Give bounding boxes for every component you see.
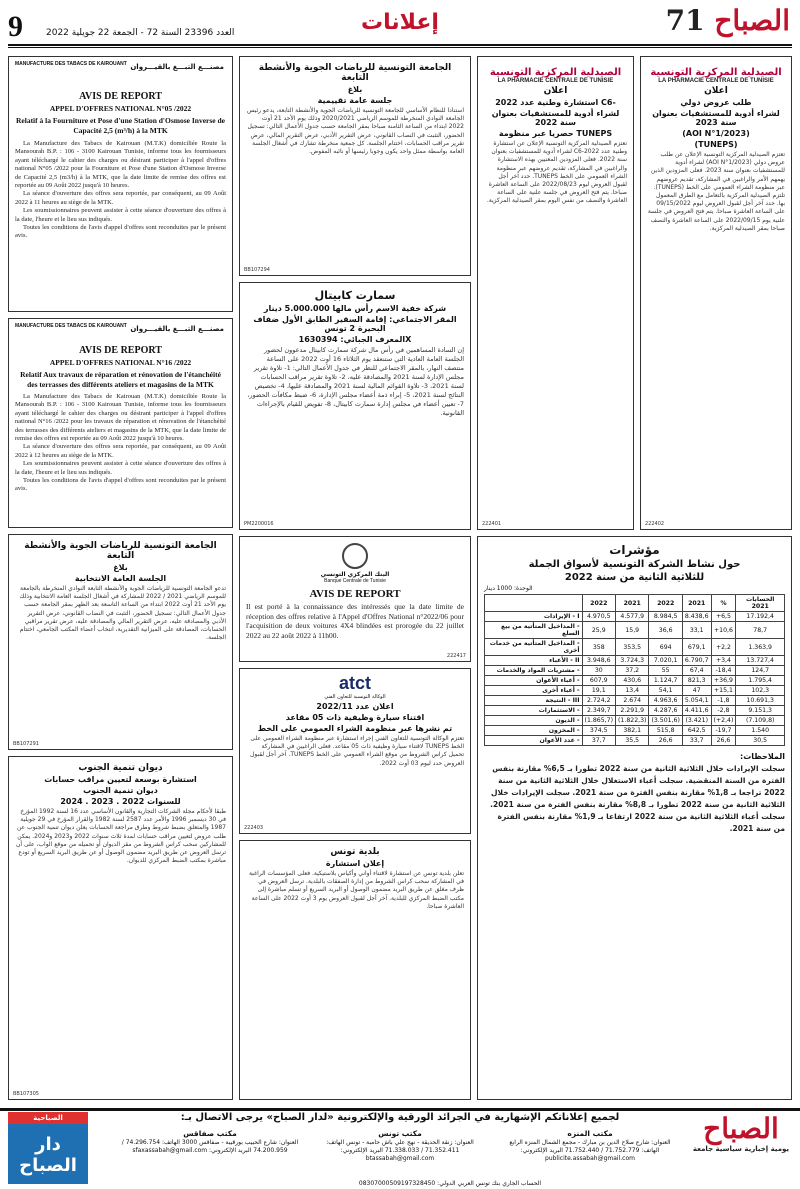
office-tunis	[310, 1130, 490, 1182]
stats-cell: 5.054,1	[682, 696, 711, 706]
stats-cell: 679,1	[682, 639, 711, 656]
stats-cell: 19,1	[582, 686, 615, 696]
ad-subtitle: ديوان تنمية الجنوب	[83, 786, 158, 795]
ad-reference: 222402	[645, 521, 665, 527]
header-rule-thin	[8, 47, 792, 48]
stats-cell: 2.724,2	[582, 696, 615, 706]
ad-reference: BB107305	[13, 1091, 39, 1097]
ad-reference: 222401	[482, 521, 502, 527]
stats-cell: 13,4	[616, 686, 649, 696]
central-bank-logo	[246, 543, 464, 584]
stats-header-cell: 2021	[616, 595, 649, 612]
stats-cell: 26,6	[711, 736, 736, 746]
stats-cell: 67,4	[682, 666, 711, 676]
stats-header-cell: 2022	[649, 595, 682, 612]
dar-assabah-tag: الصباحية	[8, 1112, 88, 1124]
stats-unit: الوحدة: 1000 دينار	[484, 585, 533, 592]
ad-subtitle: APPEL D'OFFRES NATIONAL N°16 /2022	[49, 358, 192, 367]
footer-title: لجميع إعلاناتكم الإشهارية في الجرائد الورقية والإلكترونية «لدار الصباح» يرجى الاتصال بـ:	[180, 1112, 620, 1123]
stats-row	[485, 666, 785, 676]
stats-cell: +36,9	[711, 676, 736, 686]
stats-row	[485, 656, 785, 666]
stats-cell: 4.287,6	[649, 706, 682, 716]
stats-cell: 33,1	[682, 622, 711, 639]
ad-title: بلدية تونس	[330, 847, 380, 857]
header-rule	[8, 44, 792, 46]
stats-row	[485, 612, 785, 622]
ad-body: تدعو الجامعة التونسية للرياضات الجوية والأنشطة التابعة النوادي المنخرطة بالجامعة للموسم الرياضي 2021 / 2022 للمشاركة في أشغال الجلسة العامة الانتخابية وذلك يوم الأحد 21 أوت 2022 ابتداء من الساعة التاسعة بعد الظهر بمقر الجامعة حسب جدول الأعمال التالي: تسجيل الحضور، التثبت في النصاب القانوني، عرض التقرير الأدبي والمصادقة عليه، عرض التقرير المالي والمصادقة عليه، عرض تقرير مراقبي الحسابات، المصادقة على الميزانية التقديرية، انتخاب أعضاء المكتب الجامعي، اختتام الجلسة.	[19, 585, 226, 642]
ad-central-bank	[239, 536, 471, 662]
ad-aviation-federation-election	[8, 534, 233, 750]
stats-cell: 1.124,7	[649, 676, 682, 686]
ad-subtitle: تم نشرها عبر منظومة الشراء العمومي على الخط	[257, 724, 453, 733]
stats-cell: 4.963,6	[649, 696, 682, 706]
ad-subtitle: للسنوات 2022 . 2023 . 2024	[60, 797, 181, 806]
stats-cell: 2.349,7	[582, 706, 615, 716]
stats-row-label: - أعباء أخرى	[485, 686, 583, 696]
stats-cell: 124,7	[736, 666, 785, 676]
ad-subtitle: المعرف الجبائي: 1630394X	[298, 335, 412, 344]
stats-cell: 821,3	[682, 676, 711, 686]
assabah-logo-text: الصباح	[703, 1112, 779, 1145]
stats-cell: 353,5	[616, 639, 649, 656]
pharmacie-name-ar: الصيدلية المركزية التونسية	[650, 67, 782, 78]
stats-cell: 54,1	[649, 686, 682, 696]
ad-title: الجامعة التونسية للرياضات الجوية والأنشطة التابعة	[258, 63, 452, 83]
stats-cell: 607,9	[582, 676, 615, 686]
pharmacie-name-ar: الصيدلية المركزية التونسية	[489, 67, 622, 78]
ad-body: Il est porté à la connaissance des intéressés que la date limite de réception des offres relative à l'Appel d'Offres National n°2022/06 pour l'acquisition de deux voitures 4X4 blindées est prorogée du 22 juillet 2022 au 22 août 2022 à 11h00.	[246, 602, 464, 640]
ad-subtitle: بلاغ	[113, 563, 128, 572]
stats-cell: (3.501,6)	[649, 716, 682, 726]
stats-cell: (1.822,3)	[616, 716, 649, 726]
stats-cell: 30,5	[736, 736, 785, 746]
stats-cell: 642,5	[682, 726, 711, 736]
stats-row-label: - المخزون	[485, 726, 583, 736]
stats-cell: 694	[649, 639, 682, 656]
ad-paragraph: Toutes les conditions de l'avis d'appel d'offres sont reconduites par le présent avis.	[15, 477, 226, 493]
stats-cell: 8.984,5	[649, 612, 682, 622]
office-menzah	[500, 1130, 680, 1182]
logo-number: 71	[665, 4, 705, 37]
stats-row	[485, 696, 785, 706]
issue-line: العدد 23396 السنة 72 - الجمعة 22 جويلية 2022	[46, 28, 235, 38]
org-name-ar: مصنـــع التبـــغ بالقيـــروان	[130, 325, 224, 333]
stats-cell: +6,5	[711, 612, 736, 622]
stats-cell: 8.438,6	[682, 612, 711, 622]
ad-south-development-office	[8, 756, 233, 1100]
stats-cell: 9.151,3	[736, 706, 785, 716]
office-title: مكتب تونس	[378, 1130, 422, 1138]
office-sfax	[120, 1130, 300, 1182]
dar-assabah-logo	[8, 1112, 88, 1184]
pharmacie-name-fr: LA PHARMACIE CENTRALE DE TUNISIE	[497, 78, 614, 84]
stats-cell: 374,5	[582, 726, 615, 736]
stats-row-label: II - الأعباء	[485, 656, 583, 666]
stats-cell: 26,6	[649, 736, 682, 746]
stats-heading: مؤشرات	[609, 543, 660, 557]
ad-title: اعلان عدد 2022/11	[316, 702, 394, 711]
stats-row	[485, 716, 785, 726]
stats-cell: 4.577,9	[616, 612, 649, 622]
ad-tunis-municipality	[239, 840, 471, 1100]
org-name-fr: MANUFACTURE DES TABACS DE KAIROUANT	[15, 61, 127, 67]
ad-paragraph: La séance d'ouverture des offres sera reportée, par conséquent, au 09 Août 2022 à 12 heures au siège de la MTK.	[15, 443, 226, 459]
stats-cell: -1,8	[711, 696, 736, 706]
stats-table	[484, 594, 785, 746]
ad-title: AVIS DE REPORT	[309, 588, 401, 600]
stats-cell: 7.020,1	[649, 656, 682, 666]
stats-cell: 1.363,9	[736, 639, 785, 656]
ad-subtitle: طلب عروض دولي	[680, 98, 752, 107]
ad-paragraph: Les soumissionnaires peuvent assister à cette séance d'ouverture des offres à la date, l'heure et le lieu sus indiqués.	[15, 207, 226, 223]
ad-atct	[239, 668, 471, 834]
stats-cell: 25,9	[582, 622, 615, 639]
stats-cell: 6.790,7	[682, 656, 711, 666]
newspaper-logo	[620, 4, 790, 40]
stats-cell: 13.727,4	[736, 656, 785, 666]
stats-cell: 10.691,3	[736, 696, 785, 706]
ad-paragraph: La Manufacture des Tabacs de Kairouan (M.T.K) domiciliée Route la Mansourah B.P. : 106 - 3100 Kairouan Tunisie, informe tous les fournisseurs ayant téléchargé le cahier des charges ou désirant participer à l'appel d'offres national N°16 /2022 pour les travaux de réparation et rénovation de l'étanchéité des terrasses des différents ateliers et magasins de la MTK, que la date limite de remise des offres est reportée au 09 Août 2022 jusqu'à 10 heures.	[15, 393, 226, 443]
page-header	[0, 0, 800, 52]
ad-reference: PM2200016	[244, 521, 274, 527]
stats-body	[485, 612, 785, 746]
ad-subtitle: بلاغ	[347, 85, 363, 94]
ad-title: الجامعة التونسية للرياضات الجوية والأنشطة التابعة	[24, 541, 217, 561]
stats-header-cell	[485, 595, 583, 612]
ad-title: AVIS DE REPORT	[79, 345, 162, 356]
ad-subtitle: شركة خفية الاسم رأس مالها 5.000.000 دينار	[263, 304, 447, 313]
stats-cell: 3.724,3	[616, 656, 649, 666]
ad-body: طبقا لأحكام مجلة الشركات التجارية والقانون الأساسي عدد 16 لسنة 1992 المؤرخ في 30 ديسمبر 1996 والأمر عدد 2587 لسنة 1982 والقرار المؤرخ في 29 جويلية 1987 والمتعلق بضبط شروط وطرق مراجعة الحسابات يعلن ديوان تنمية الجنوب عن طلب عروض لتعيين مراقب حسابات لمدة ثلاث سنوات 2022 و2023 و2024. يمكن للمشاركين سحب كراس الشروط من مقر الديوان أو تحميله من موقع الواب، على أن ترسل العروض عن طريق البريد مضمون الوصول أو عن طريق البريد السريع أو تودع مباشرة بمكتب الضبط المركزي للديوان.	[15, 808, 226, 865]
stats-cell: 382,1	[616, 726, 649, 736]
office-details: العنوان: شارع الحبيب بورقيبة - صفاقس 3000 الهاتف: 74.296.754 / 74.200.959 البريد الإلكتروني: sfaxassabah@gmail.com	[121, 1139, 299, 1154]
stats-cell: 37,7	[582, 736, 615, 746]
ad-reference: 222417	[446, 653, 466, 659]
stats-row-label: I - الإيرادات	[485, 612, 583, 622]
stats-row	[485, 706, 785, 716]
bank-name-fr: Banque Centrale de Tunisie	[324, 578, 386, 584]
atct-logo-sub: الوكالة التونسية للتعاون الفني	[324, 694, 386, 700]
logo-text: الصباح	[714, 4, 790, 37]
stats-cell: 35,5	[616, 736, 649, 746]
stats-subtitle: للثلاثية الثانية من سنة 2022	[564, 572, 705, 583]
ad-mtk-etancheite	[8, 318, 233, 528]
ad-body: تعتزم الصيدلية المركزية التونسية الإعلان عن استشارة وطنية عدد C6-2022 لشراء أدوية للمستشفيات بعنوان سنة 2022. فعلى المزودين المعنيين بهذه الاستشارة والراغبين في المشاركة، تقديم عروضهم عبر منظومة الشراء العمومي على الخط TUNEPS. حدد آخر أجل لقبول العروض ليوم 2022/08/23 على الساعة العاشرة صباحا. يتم فتح العروض في جلسة علنية على الساعة العاشرة والنصف من نفس اليوم بمقر الصيدلية المركزية.	[486, 140, 627, 205]
ad-paragraph: La Manufacture des Tabacs de Kairouan (M.T.K) domiciliée Route la Mansourah B.P. : 106 - 3100 Kairouan Tunisie, informe tous les fournisseurs ayant téléchargé le cahier des charges ou désirant participer à l'appel d'offres national N°05 /2022 pour la Fourniture et Pose d'une Station d'Osmose Inverse de Capacité 2,5 (m3/h) à la MTK, que la date limite de remise des offres est reportée au 09 Août 2022 jusqu'à 10 heures.	[15, 140, 226, 190]
assabah-logo	[690, 1112, 792, 1184]
ad-title: اعلان	[704, 86, 728, 96]
pharmacie-name-fr: LA PHARMACIE CENTRALE DE TUNISIE	[658, 78, 774, 84]
stats-cell: (+2,4)	[711, 716, 736, 726]
stats-row	[485, 676, 785, 686]
stats-header-cell: الحسابات 2021	[736, 595, 785, 612]
ad-title: سمارت كابيتال	[314, 289, 396, 302]
stats-cell: +3,4	[711, 656, 736, 666]
ad-object: Relatif Aux travaux de réparation et rénovation de l'étanchéité des terrasses des différents ateliers et magasins de la MTK	[20, 370, 221, 389]
ad-subtitle: استشارة وطنية عدد 2022 C6-	[495, 98, 616, 107]
stats-cell: 515,8	[649, 726, 682, 736]
stats-cell: 2.674	[616, 696, 649, 706]
stats-cell: 2.291,9	[616, 706, 649, 716]
ad-subtitle: جلسة عامة تقييمية	[317, 96, 393, 105]
stats-cell: (1.865,7)	[582, 716, 615, 726]
ad-subtitle: حصريا عبر منظومة TUNEPS	[498, 129, 613, 138]
stats-indicators	[477, 536, 792, 1100]
stats-cell: 55	[649, 666, 682, 676]
ad-subtitle: (AOI N°1/2023)	[682, 129, 750, 138]
stats-cell: 102,3	[736, 686, 785, 696]
stats-row-label: - الاستثمارات	[485, 706, 583, 716]
assabah-tagline: يومية إخبارية سياسية جامعة	[692, 1145, 790, 1153]
stats-row	[485, 686, 785, 696]
ad-pharmacie-c6	[477, 56, 634, 530]
ad-subtitle: لشراء أدوية للمستشفيات بعنوان سنة 2022	[491, 109, 620, 127]
stats-cell: -19,7	[711, 726, 736, 736]
bank-emblem-icon	[342, 543, 368, 569]
ad-smart-capital	[239, 282, 471, 530]
stats-cell: -18,4	[711, 666, 736, 676]
stats-row-label: - الديون	[485, 716, 583, 726]
ad-subtitle: الجلسة العامة الانتخابية	[74, 574, 167, 583]
notes-title: الملاحظات:	[740, 752, 785, 761]
ad-reference: BB107294	[244, 267, 270, 273]
stats-row-label: - مشتريات المواد والخدمات	[485, 666, 583, 676]
ad-title: AVIS DE REPORT	[79, 91, 162, 102]
atct-logo-text: atct	[338, 673, 371, 693]
ad-reference: BB107291	[13, 741, 39, 747]
ad-body: إن السادة المساهمين في رأس مال شركة سمارت كابيتال مدعوون لحضور الجلسة العامة العادية التي ستنعقد يوم الثلاثاء 16 أوت 2022 على الساعة منتصف النهار، بالمقر الاجتماعي للنظر في جدول الأعمال التالي: 1- تلاوة تقرير مجلس الإدارة لسنة 2021 والمصادقة عليه، 2- تلاوة تقرير مراقب الحسابات لسنة 2021، 3- تلاوة القوائم المالية لسنة 2021 والمصادقة عليها، 4- تخصيص النتائج لسنة 2021، 5- إبراء ذمة أعضاء مجلس الإدارة، 6- ضبط مكافآت الحضور، 7- تعيين أعضاء في مجلس إدارة سمارت كابيتال، 8- تفويض للقيام بالإجراءات القانونية.	[247, 346, 464, 417]
stats-cell: 37,2	[616, 666, 649, 676]
pharmacie-logo	[484, 67, 627, 84]
ad-title: اعلان	[543, 86, 568, 96]
office-details: العنوان: شارع صلاح الدين بن مبارك - مجمع الشمال المنزه الرابع الهاتف: 71.752.779 / 71.752.440 البريد الإلكتروني: publicite.assabah@gmail.com	[509, 1139, 671, 1162]
office-title: مكتب المنزه	[567, 1130, 613, 1138]
stats-row-label: - المداخيل المتأتية من بيع السلع	[485, 622, 583, 639]
section-title: إعلانات	[361, 10, 439, 35]
stats-row	[485, 639, 785, 656]
stats-cell: (3.421)	[682, 716, 711, 726]
ad-title: ديوان تنمية الجنوب	[78, 763, 163, 773]
ad-body: تعتزم الوكالة التونسية للتعاون الفني إجراء استشارة عبر منظومة الشراء العمومي على الخط TUNEPS لاقتناء سيارة وظيفية ذات 05 مقاعد. فعلى الراغبين في المشاركة تحميل كراس الشروط من موقع الشراء العمومي على الخط TUNEPS. آخر أجل لقبول العروض حدد ليوم 03 أوت 2022.	[249, 735, 464, 767]
stats-year-row	[485, 595, 785, 612]
office-title: مكتب صفاقس	[183, 1130, 237, 1138]
ad-mtk-osmose	[8, 56, 233, 312]
stats-cell: 1.795,4	[736, 676, 785, 686]
ad-subtitle: إعلان استشارة	[325, 859, 385, 868]
stats-cell: 4.411,6	[682, 706, 711, 716]
ad-aviation-federation-assessment	[239, 56, 471, 276]
stats-cell: 17.192,4	[736, 612, 785, 622]
ad-pharmacie-aoi	[640, 56, 792, 530]
stats-cell: 47	[682, 686, 711, 696]
ad-paragraph: La séance d'ouverture des offres sera reportée, par conséquent, au 09 Août 2022 à 11 heures au siège de la MTK.	[15, 190, 226, 206]
org-name-fr: MANUFACTURE DES TABACS DE KAIROUANT	[15, 323, 127, 329]
stats-cell: (7.109,8)	[736, 716, 785, 726]
ad-body: استنادا للنظام الأساسي للجامعة التونسية للرياضات الجوية والأنشطة التابعة، يدعو رئيس الجامعة النوادي المنخرطة للموسم الرياضي 2020/2021 وذلك يوم الأحد 21 أوت 2022 ابتداء من الساعة الثامنة صباحا بمقر الجامعة حسب جدول الأعمال التالي: تسجيل الحضور، التثبت في النصاب القانوني، عرض التقرير الأدبي، عرض التقرير المالي، عرض تقرير مراقب الحسابات، اختتام الجلسة. كل جمعية منخرطة تشارك في أشغال الجلسة العامة بواسطة ممثل واحد يكون وجوبا رئيسها أو نائبه المفوض.	[247, 107, 464, 156]
ad-subtitle: لشراء أدوية للمستشفيات بعنوان سنة 2023	[652, 109, 780, 127]
ad-paragraph: Les soumissionnaires peuvent assister à cette séance d'ouverture des offres à la date, l'heure et le lieu sus indiqués.	[15, 460, 226, 476]
stats-cell: +15,1	[711, 686, 736, 696]
stats-cell: 15,9	[616, 622, 649, 639]
atct-logo	[246, 673, 464, 700]
ad-subtitle: اقتناء سيارة وظيفية ذات 05 مقاعد	[285, 713, 425, 722]
stats-cell: -2,8	[711, 706, 736, 716]
ad-body: تعتزم الصيدلية المركزية التونسية الإعلان عن طلب عروض دولي (AOI N°1/2023) لشراء أدوية للمستشفيات بعنوان سنة 2023. فعلى المزودين الذين يهمهم الأمر والراغبين في المشاركة، تقديم عروضهم عبر منظومة الشراء العمومي على الخط (TUNEPS). تلتزم الصيدلية المركزية بالتعامل مع الطرق المعمول بها. حدد آخر أجل لقبول العروض ليوم 09/15/2022 على الساعة العاشرة صباحا. يتم فتح العروض في جلسة علنية يوم 2022/09/15 على الساعة العاشرة والنصف صباحا بمقر الصيدلية المركزية.	[647, 151, 785, 232]
bank-name-ar: البنك المركزي التونسي	[320, 571, 390, 578]
stats-row-label: III - النتيجة	[485, 696, 583, 706]
stats-cell: 430,6	[616, 676, 649, 686]
stats-row-label: - عدد الأعوان	[485, 736, 583, 746]
stats-cell: 3.948,6	[582, 656, 615, 666]
stats-header-cell: 2022	[582, 595, 615, 612]
stats-title: حول نشاط الشركة التونسية لأسواق الجملة	[528, 559, 741, 570]
stats-cell: 30	[582, 666, 615, 676]
ad-subtitle: استشارة بوسعة لتعيين مراقب حسابات	[44, 775, 197, 784]
ad-reference: 222403	[244, 825, 264, 831]
stats-cell: 4.970,5	[582, 612, 615, 622]
ad-subtitle: المقر الاجتماعي: إقامة السقير الطابق الأول ضفاف البحيرة 2 تونس	[253, 315, 457, 333]
dar-assabah-text: دار الصباح	[19, 1134, 77, 1176]
stats-cell: 358	[582, 639, 615, 656]
page-number: 9	[8, 10, 23, 43]
ad-subtitle: (TUNEPS)	[694, 140, 738, 149]
stats-header-cell: %	[711, 595, 736, 612]
stats-notes: سجلت الإيرادات خلال الثلاثية الثانية من سنة 2022 تطورا بـ 6,5% مقارنة بنفس الفترة من السنة المنقضية. سجلت أعباء الاستغلال خلال الثلاثية الثانية من سنة 2022 تراجعا بـ 1,8% مقارنة بنفس الفترة من سنة 2021. سجلت الإيرادات خلال الثلاثية الثانية من سنة 2022 تطورا بـ 8,8% مقارنة بنفس الفترة من سنة 2021. سجلت أعباء الثلاثية الثانية من سنة 2022 ارتفاعا بـ 1,9% مقارنة بنفس الفترة من سنة 2021.	[490, 764, 785, 833]
stats-cell: +10,6	[711, 622, 736, 639]
bank-account: الحساب الجاري بنك تونس العربي الدولي: 08307000509197328450	[358, 1180, 542, 1187]
stats-row-label: - أعباء الأعوان	[485, 676, 583, 686]
stats-cell: 33,7	[682, 736, 711, 746]
stats-cell: +2,2	[711, 639, 736, 656]
ad-paragraph: Toutes les conditions de l'avis d'appel d'offres sont reconduites par le présent avis.	[15, 224, 226, 240]
ad-subtitle: APPEL D'OFFRES NATIONAL N°05 /2022	[49, 104, 192, 113]
ad-object: Relatif à la Fourniture et Pose d'une Station d'Osmose Inverse de Capacité 2,5 (m³/h) à la MTK	[15, 116, 226, 135]
pharmacie-logo	[647, 67, 785, 84]
stats-cell: 78,7	[736, 622, 785, 639]
office-details: العنوان: زنقة الحديقة - نهج علي باش حامبة - تونس الهاتف: 71.352.411 / 71.338.033 البريد الإلكتروني: btassabah@gmail.com	[326, 1139, 474, 1162]
stats-header-cell: 2021	[682, 595, 711, 612]
stats-row	[485, 726, 785, 736]
stats-row	[485, 736, 785, 746]
ad-body: تعلن بلدية تونس عن استشارة لاقتناء أواني وأكياس بلاستيكية. فعلى المؤسسات الراغبة في المشاركة سحب كراس الشروط من إدارة الصفقات بالبلدية. ترسل العروض في ظرف مغلق عن طريق البريد مضمون الوصول أو البريد السريع أو تسلم مباشرة إلى مكتب الضبط المركزي للبلدية. آخر أجل لقبول العروض يوم 3 أوت 2022 على الساعة العاشرة صباحا.	[248, 870, 464, 910]
stats-cell: 1.540	[736, 726, 785, 736]
stats-row	[485, 622, 785, 639]
org-name-ar: مصنـــع التبـــغ بالقيـــروان	[130, 63, 224, 71]
stats-cell: 36,6	[649, 622, 682, 639]
stats-row-label: - المداخيل المتأتية من خدمات أخرى	[485, 639, 583, 656]
